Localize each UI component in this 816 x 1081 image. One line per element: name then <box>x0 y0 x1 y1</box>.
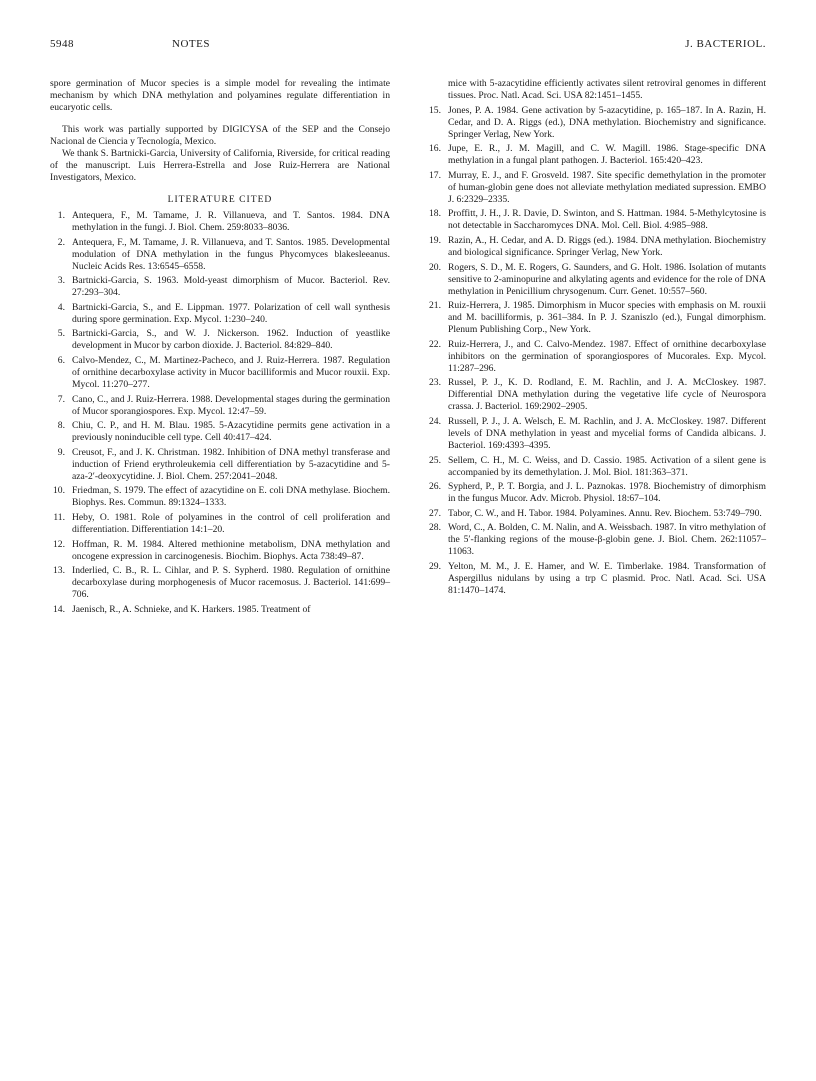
reference-number: 15. <box>429 104 441 116</box>
reference-text: Tabor, C. W., and H. Tabor. 1984. Polyamines. Annu. Rev. Biochem. 53:749–790. <box>448 507 762 519</box>
reference-item <box>426 143 766 167</box>
reference-number: 26. <box>429 481 441 493</box>
page-header <box>50 38 766 54</box>
reference-number: 12. <box>53 538 65 550</box>
reference-number: 9. <box>57 446 65 458</box>
reference-number: 28. <box>429 522 441 534</box>
reference-item <box>426 416 766 452</box>
reference-number: 7. <box>57 393 65 405</box>
left-column <box>50 78 390 618</box>
reference-text: Ruiz-Herrera, J., and C. Calvo-Mendez. 1987. Effect of ornithine decarboxylase inhibitors on the germination of sporangiospores of Mucorales. Exp. Mycol. 11:287–296. <box>448 338 766 374</box>
reference-number: 23. <box>429 377 441 389</box>
reference-number: 13. <box>53 565 65 577</box>
reference-item <box>426 508 766 520</box>
reference-item <box>426 208 766 232</box>
reference-number: 24. <box>429 415 441 427</box>
reference-text: Russel, P. J., K. D. Rodland, E. M. Rachlin, and J. A. McCloskey. 1987. Differential DNA methylation during the vegetative life cycle of Neurospora crassa. J. Bacteriol. 169:2902–2905. <box>448 377 766 413</box>
reference-text: Proffitt, J. H., J. R. Davie, D. Swinton, and S. Hattman. 1984. 5-Methylcytosine is not detectable in Saccharomyces DNA. Mol. Cell. Biol. 4:985–988. <box>448 208 766 232</box>
reference-number: 14. <box>53 603 65 615</box>
reference-item <box>50 565 390 601</box>
reference-text: Jaenisch, R., A. Schnieke, and K. Harkers. 1985. Treatment of <box>72 603 311 615</box>
reference-text: Ruiz-Herrera, J. 1985. Dimorphism in Mucor species with emphasis on M. rouxii and M. bacilliformis, p. 361–384. In P. J. Szaniszlo (ed.), Fungal dimorphism. Plenum Publishing Corp., New York. <box>448 300 766 336</box>
reference-item <box>50 394 390 418</box>
reference-text: Sellem, C. H., M. C. Weiss, and D. Cassio. 1985. Activation of a silent gene is accompanied by its demethylation. J. Mol. Biol. 181:363–371. <box>448 454 766 478</box>
reference-number: 22. <box>429 338 441 350</box>
reference-item <box>426 377 766 413</box>
reference-number: 21. <box>429 300 441 312</box>
reference-text: Inderlied, C. B., R. L. Cihlar, and P. S. Sypherd. 1980. Regulation of ornithine decarboxylase during morphogenesis of Mucor racemosus. J. Bacteriol. 141:699–706. <box>72 565 390 601</box>
page-number: 5948 <box>50 38 74 50</box>
reference-number: 18. <box>429 208 441 220</box>
reference-text: Antequera, F., M. Tamame, J. R. Villanueva, and T. Santos. 1985. Developmental modulation of DNA methylation in the fungus Phycomyces blakesleeanus. Nucleic Acids Res. 13:6545–6558. <box>72 236 390 272</box>
reference-item <box>50 210 390 234</box>
reference-text: Chiu, C. P., and H. M. Blau. 1985. 5-Azacytidine permits gene activation in a previously noninducible cell type. Cell 40:417–424. <box>72 420 390 444</box>
reference-number: 17. <box>429 169 441 181</box>
reference-number: 20. <box>429 261 441 273</box>
reference-number: 8. <box>57 420 65 432</box>
right-column <box>426 78 766 600</box>
reference-item <box>426 561 766 597</box>
reference-text: Murray, E. J., and F. Grosveld. 1987. Site specific demethylation in the promoter of human-globin gene does not alleviate methylation mediated supression. EMBO J. 6:2329–2335. <box>448 169 766 205</box>
reference-text: Sypherd, P., P. T. Borgia, and J. L. Paznokas. 1978. Biochemistry of dimorphism in the fungus Mucor. Adv. Microb. Physiol. 18:67–104. <box>448 481 766 505</box>
reference-item <box>426 235 766 259</box>
reference-number: 5. <box>57 328 65 340</box>
reference-text: Calvo-Mendez, C., M. Martinez-Pacheco, and J. Ruiz-Herrera. 1987. Regulation of ornithine decarboxylase activity in Mucor bacilliformis and Mucor rouxii. Exp. Mycol. 11:270–277. <box>72 354 390 390</box>
reference-item <box>50 237 390 273</box>
reference-text: Antequera, F., M. Tamame, J. R. Villanueva, and T. Santos. 1984. DNA methylation in the fungi. J. Biol. Chem. 259:8033–8036. <box>72 210 390 233</box>
reference-number: 3. <box>57 275 65 287</box>
reference-item <box>426 481 766 505</box>
reference-item <box>50 328 390 352</box>
journal-name: J. BACTERIOL. <box>685 38 766 50</box>
paragraph-gap <box>50 114 390 124</box>
reference-list-right <box>426 105 766 597</box>
reference-text: Yelton, M. M., J. E. Hamer, and W. E. Timberlake. 1984. Transformation of Aspergillus nidulans by using a trp C plasmid. Proc. Natl. Acad. Sci. USA 81:1470–1474. <box>448 560 766 596</box>
reference-number: 2. <box>57 236 65 248</box>
reference-item <box>50 275 390 299</box>
reference-number: 19. <box>429 234 441 246</box>
reference-item <box>426 105 766 141</box>
intro-paragraph: spore germination of Mucor species is a simple model for revealing the intimate mechanism by which DNA methylation and polyamines regulate differentiation in eucaryotic cells. <box>50 78 390 113</box>
reference-number: 10. <box>53 485 65 497</box>
reference-text: Bartnicki-Garcia, S., and E. Lippman. 1977. Polarization of cell wall synthesis during spore germination. Exp. Mycol. 1:230–240. <box>72 301 390 325</box>
reference-item <box>426 300 766 336</box>
reference-item <box>426 262 766 298</box>
reference-number: 1. <box>57 210 65 221</box>
reference-item <box>50 604 390 616</box>
reference-number: 25. <box>429 454 441 466</box>
reference-item <box>50 355 390 391</box>
reference-continuation: mice with 5-azacytidine efficiently activates silent retroviral genomes in different tissues. Proc. Natl. Acad. Sci. USA 82:1451–1455. <box>448 78 766 101</box>
reference-text: Cano, C., and J. Ruiz-Herrera. 1988. Developmental stages during the germination of Mucor sporangiospores. Exp. Mycol. 12:47–59. <box>72 393 390 417</box>
reference-item <box>50 512 390 536</box>
acknowledgment-funding: This work was partially supported by DIGICYSA of the SEP and the Consejo Nacional de Ciencia y Tecnología, Mexico. <box>50 124 390 147</box>
reference-text: Bartnicki-Garcia, S. 1963. Mold-yeast dimorphism of Mucor. Bacteriol. Rev. 27:293–304. <box>72 275 390 299</box>
reference-text: Russell, P. J., J. A. Welsch, E. M. Rachlin, and J. A. McCloskey. 1987. Different levels of DNA methylation in yeast and mycelial forms of Candida albicans. J. Bacteriol. 169:4393–4395. <box>448 415 766 451</box>
reference-number: 27. <box>429 507 441 519</box>
reference-item <box>50 485 390 509</box>
reference-number: 11. <box>53 511 65 523</box>
reference-number: 4. <box>57 301 65 313</box>
reference-number: 16. <box>429 143 441 155</box>
reference-item <box>50 302 390 326</box>
reference-item <box>50 420 390 444</box>
reference-item <box>50 447 390 483</box>
reference-text: Creusot, F., and J. K. Christman. 1982. Inhibition of DNA methyl transferase and induction of Friend erythroleukemia cell differentiation by 5-azacytidine and 5-aza-2′-deoxycytidine. J. Biol. Chem. 257:2041–2048. <box>72 446 390 482</box>
reference-text: Razin, A., H. Cedar, and A. D. Riggs (ed.). 1984. DNA methylation. Biochemistry and biological significance. Springer Verlag, New York. <box>448 234 766 258</box>
running-title: NOTES <box>172 38 210 50</box>
reference-item <box>426 455 766 479</box>
reference-text: Rogers, S. D., M. E. Rogers, G. Saunders, and G. Holt. 1986. Isolation of mutants sensitive to 2-aminopurine and alkylating agents and evidence for the role of DNA methylation in Penicillium chrysogenum. Curr. Genet. 10:557–560. <box>448 261 766 297</box>
reference-number: 6. <box>57 354 65 366</box>
reference-text: Friedman, S. 1979. The effect of azacytidine on E. coli DNA methylase. Biochem. Biophys. Res. Commun. 89:1324–1333. <box>72 485 390 509</box>
reference-item <box>50 539 390 563</box>
reference-item <box>426 339 766 375</box>
reference-text: Jupe, E. R., J. M. Magill, and C. W. Magill. 1986. Stage-specific DNA methylation in a fungal plant pathogen. J. Bacteriol. 165:420–423. <box>448 143 766 167</box>
reference-text: Bartnicki-Garcia, S., and W. J. Nickerson. 1962. Induction of yeastlike development in Mucor by carbon dioxide. J. Bacteriol. 84:829–840. <box>72 328 390 352</box>
reference-text: Hoffman, R. M. 1984. Altered methionine metabolism, DNA methylation and oncogene expression in carcinogenesis. Biochim. Biophys. Acta 738:49–87. <box>72 538 390 562</box>
reference-list-left <box>50 210 390 616</box>
reference-text: Jones, P. A. 1984. Gene activation by 5-azacytidine, p. 165–187. In A. Razin, H. Cedar, and D. A. Riggs (ed.), DNA methylation. Biochemistry and significance. Springer Verlag, New York. <box>448 104 766 140</box>
reference-item <box>426 522 766 558</box>
reference-item <box>426 170 766 206</box>
reference-number: 29. <box>429 560 441 572</box>
reference-text: Heby, O. 1981. Role of polyamines in the control of cell proliferation and differentiation. Differentiation 14:1–20. <box>72 511 390 535</box>
literature-cited-heading: LITERATURE CITED <box>167 194 273 205</box>
reference-text: Word, C., A. Bolden, C. M. Nalin, and A. Weissbach. 1987. In vitro methylation of the 5′-flanking regions of the mouse-β-globin gene. J. Biol. Chem. 262:11057–11063. <box>448 522 766 558</box>
acknowledgment-thanks: We thank S. Bartnicki-Garcia, University of California, Riverside, for critical reading of the manuscript. Luis Herrera-Estrella and Jose Ruiz-Herrera are National Investigators, Mexico. <box>50 148 390 183</box>
